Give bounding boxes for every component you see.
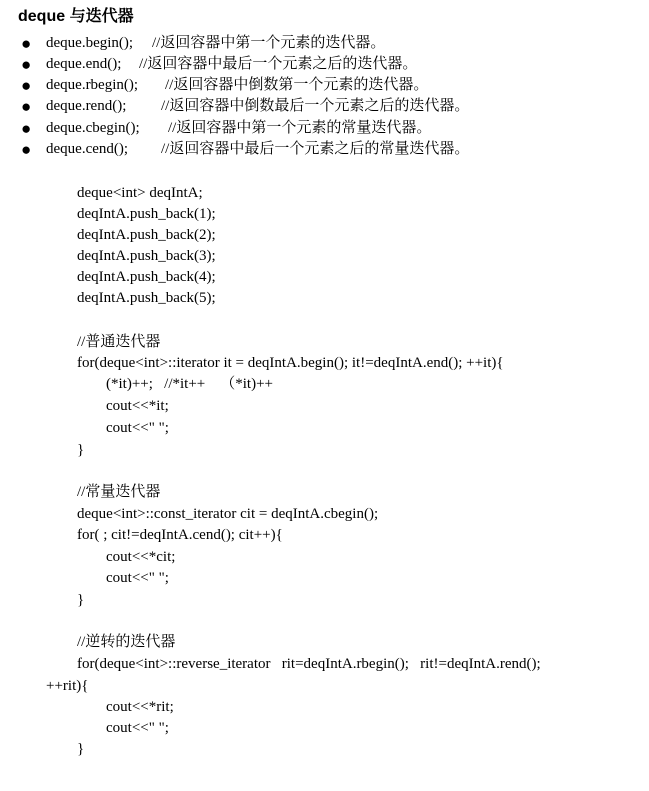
code-line: deqIntA.push_back(2);	[77, 227, 216, 243]
code-line: cout<<" ";	[106, 420, 169, 436]
method-comment: //返回容器中倒数最后一个元素之后的迭代器。	[161, 98, 470, 114]
code-line: deqIntA.push_back(4);	[77, 269, 216, 285]
code-comment: //逆转的迭代器	[77, 634, 176, 650]
method-code: deque.begin();	[46, 35, 134, 51]
code-line: cout<<*it;	[106, 398, 169, 414]
method-comment: //返回容器中最后一个元素之后的迭代器。	[139, 56, 418, 72]
list-item	[0, 139, 470, 160]
code-line: }	[77, 442, 85, 458]
method-code: deque.cend();	[46, 141, 129, 157]
bullet-icon: ●	[21, 34, 32, 53]
code-line: deqIntA.push_back(3);	[77, 248, 216, 264]
code-line: cout<<" ";	[106, 720, 169, 736]
code-line: cout<<*rit;	[106, 699, 174, 715]
code-line: deque<int> deqIntA;	[77, 185, 203, 201]
code-line: deque<int>::const_iterator cit = deqIntA.cbegin();	[77, 506, 379, 522]
method-code: deque.cbegin();	[46, 120, 140, 136]
method-comment: //返回容器中第一个元素的迭代器。	[152, 35, 386, 51]
method-code: deque.end();	[46, 56, 122, 72]
bullet-icon: ●	[21, 97, 32, 116]
code-line: cout<<" ";	[106, 570, 169, 586]
code-line: for(deque<int>::reverse_iterator rit=deqIntA.rbegin(); rit!=deqIntA.rend();	[77, 656, 541, 672]
list-item	[0, 75, 429, 96]
method-comment: //返回容器中倒数第一个元素的迭代器。	[165, 77, 429, 93]
bullet-icon: ●	[21, 119, 32, 138]
code-line: deqIntA.push_back(1);	[77, 206, 216, 222]
code-comment: //常量迭代器	[77, 484, 161, 500]
list-item	[0, 54, 418, 75]
method-comment: //返回容器中第一个元素的常量迭代器。	[168, 120, 432, 136]
section-heading: deque 与迭代器	[18, 8, 134, 25]
code-line: }	[77, 592, 85, 608]
method-code: deque.rend();	[46, 98, 127, 114]
method-comment: //返回容器中最后一个元素之后的常量迭代器。	[161, 141, 470, 157]
list-item	[0, 118, 432, 139]
code-line: ++rit){	[46, 678, 89, 694]
list-item	[0, 33, 386, 54]
code-comment: //普通迭代器	[77, 334, 161, 350]
bullet-icon: ●	[21, 140, 32, 159]
code-line: deqIntA.push_back(5);	[77, 290, 216, 306]
code-line: }	[77, 741, 85, 757]
bullet-icon: ●	[21, 76, 32, 95]
method-code: deque.rbegin();	[46, 77, 139, 93]
list-item	[0, 96, 470, 117]
bullet-icon: ●	[21, 55, 32, 74]
code-line: for(deque<int>::iterator it = deqIntA.begin(); it!=deqIntA.end(); ++it){	[77, 355, 504, 371]
code-line: (*it)++; //*it++ （*it)++	[106, 376, 273, 392]
code-line: cout<<*cit;	[106, 549, 176, 565]
code-line: for( ; cit!=deqIntA.cend(); cit++){	[77, 527, 283, 543]
